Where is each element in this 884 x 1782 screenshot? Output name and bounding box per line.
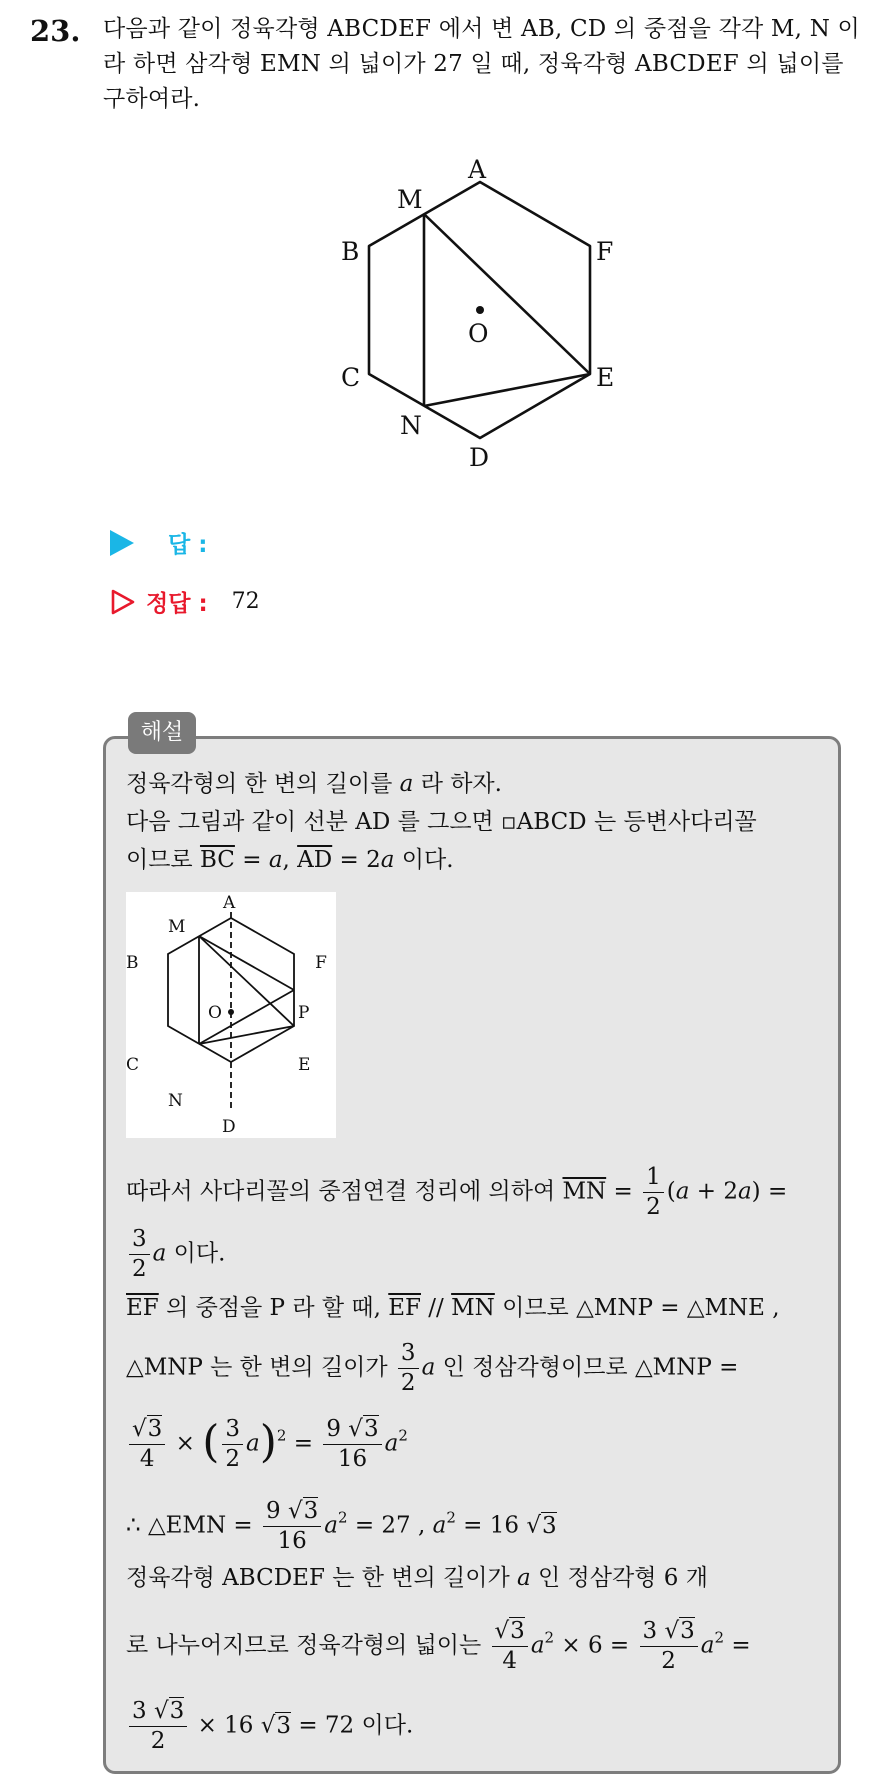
solution-line-10: 정육각형 ABCDEF 는 한 변의 길이가 a 인 정삼각형 6 개 [126, 1565, 708, 1591]
svg-text:B: B [126, 953, 139, 973]
svg-text:M: M [168, 917, 186, 937]
solution-line-1: 정육각형의 한 변의 길이를 a 라 하자. [126, 771, 502, 797]
solution-line-9: ∴ △EMN = $\frac{9 √3}{16}$ $a^2 = 27$ , $a^2 = 16$ √3 [126, 1498, 557, 1554]
label-d: D [469, 443, 490, 472]
label-c: C [341, 363, 361, 392]
answer-arrow-icon [110, 530, 134, 556]
svg-text:F: F [315, 953, 327, 973]
svg-text:A: A [223, 893, 236, 913]
label-f: F [596, 237, 614, 266]
hexagon-figure [330, 155, 630, 475]
label-e: E [596, 363, 615, 392]
svg-text:E: E [298, 1055, 311, 1075]
svg-text:D: D [222, 1117, 236, 1137]
solution-tag: 해설 [128, 712, 196, 754]
svg-text:P: P [298, 1003, 310, 1023]
question-number: 23. [30, 14, 81, 48]
label-b: B [341, 237, 360, 266]
solution-figure [126, 892, 336, 1138]
question-text: 다음과 같이 정육각형 ABCDEF 에서 변 AB, CD 의 중점을 각각 M, N 이라 하면 삼각형 EMN 의 넓이가 27 일 때, 정육각형 ABCDEF 의 넓이를 구하여라. [103, 16, 860, 112]
correct-arrow-icon [110, 588, 136, 616]
solution-line-12: $\frac{3 √3}{2}$ × 16 √3 = 72 이다. [126, 1700, 413, 1753]
label-m: M [397, 185, 423, 214]
hexagon2-outline [168, 918, 294, 1062]
solution-line-5: $\frac{3}{2}$ a 이다. [126, 1228, 225, 1281]
correct-answer-row [110, 585, 260, 618]
label-o: O [468, 319, 489, 348]
solution-line-3: 이므로 $\overline{BC} = a$, $\overline{AD} = 2a$ 이다. [126, 847, 454, 873]
solution-line-2: 다음 그림과 같이 선분 AD 를 그으면 ▫ABCD 는 등변사다리꼴 [126, 809, 757, 835]
correct-answer-label: 정답 : [146, 591, 208, 617]
label-a: A [468, 155, 487, 184]
svg-text:N: N [168, 1091, 183, 1111]
solution-line-11: 로 나누어지므로 정육각형의 넓이는 $\frac{√3}{4}$ $a^2 \times 6$ = $\frac{3 √3}{2}$ $a^2$ = [126, 1618, 751, 1674]
answer-label: 답 : [168, 532, 208, 558]
svg-text:C: C [126, 1055, 140, 1075]
solution-line-8: $\frac{√3}{4}$ × ( $\frac{3}{2}$ a)$^2$ = $\frac{9 √3}{16}$ $a^2$ [126, 1418, 408, 1471]
answer-row [110, 526, 231, 559]
label-n: N [400, 411, 422, 440]
correct-answer-value: 72 [231, 589, 260, 614]
solution-line-6: $\overline{EF}$ 의 중점을 P 라 할 때, $\overline{EF} // \overline{MN}$ 이므로 △MNP = △MNE , [126, 1295, 780, 1321]
svg-text:O: O [208, 1003, 222, 1023]
segment-ne [424, 374, 590, 406]
center-point [476, 306, 484, 314]
solution-line-4: 따라서 사다리꼴의 중점연결 정리에 의하여 $\overline{MN}$ = $\frac{1}{2}$ (a + 2a) = [126, 1164, 788, 1220]
segment-me [424, 214, 590, 374]
solution-line-7: △MNP 는 한 변의 길이가 $\frac{3}{2}$ a 인 정삼각형이므로 △MNP = [126, 1340, 739, 1396]
